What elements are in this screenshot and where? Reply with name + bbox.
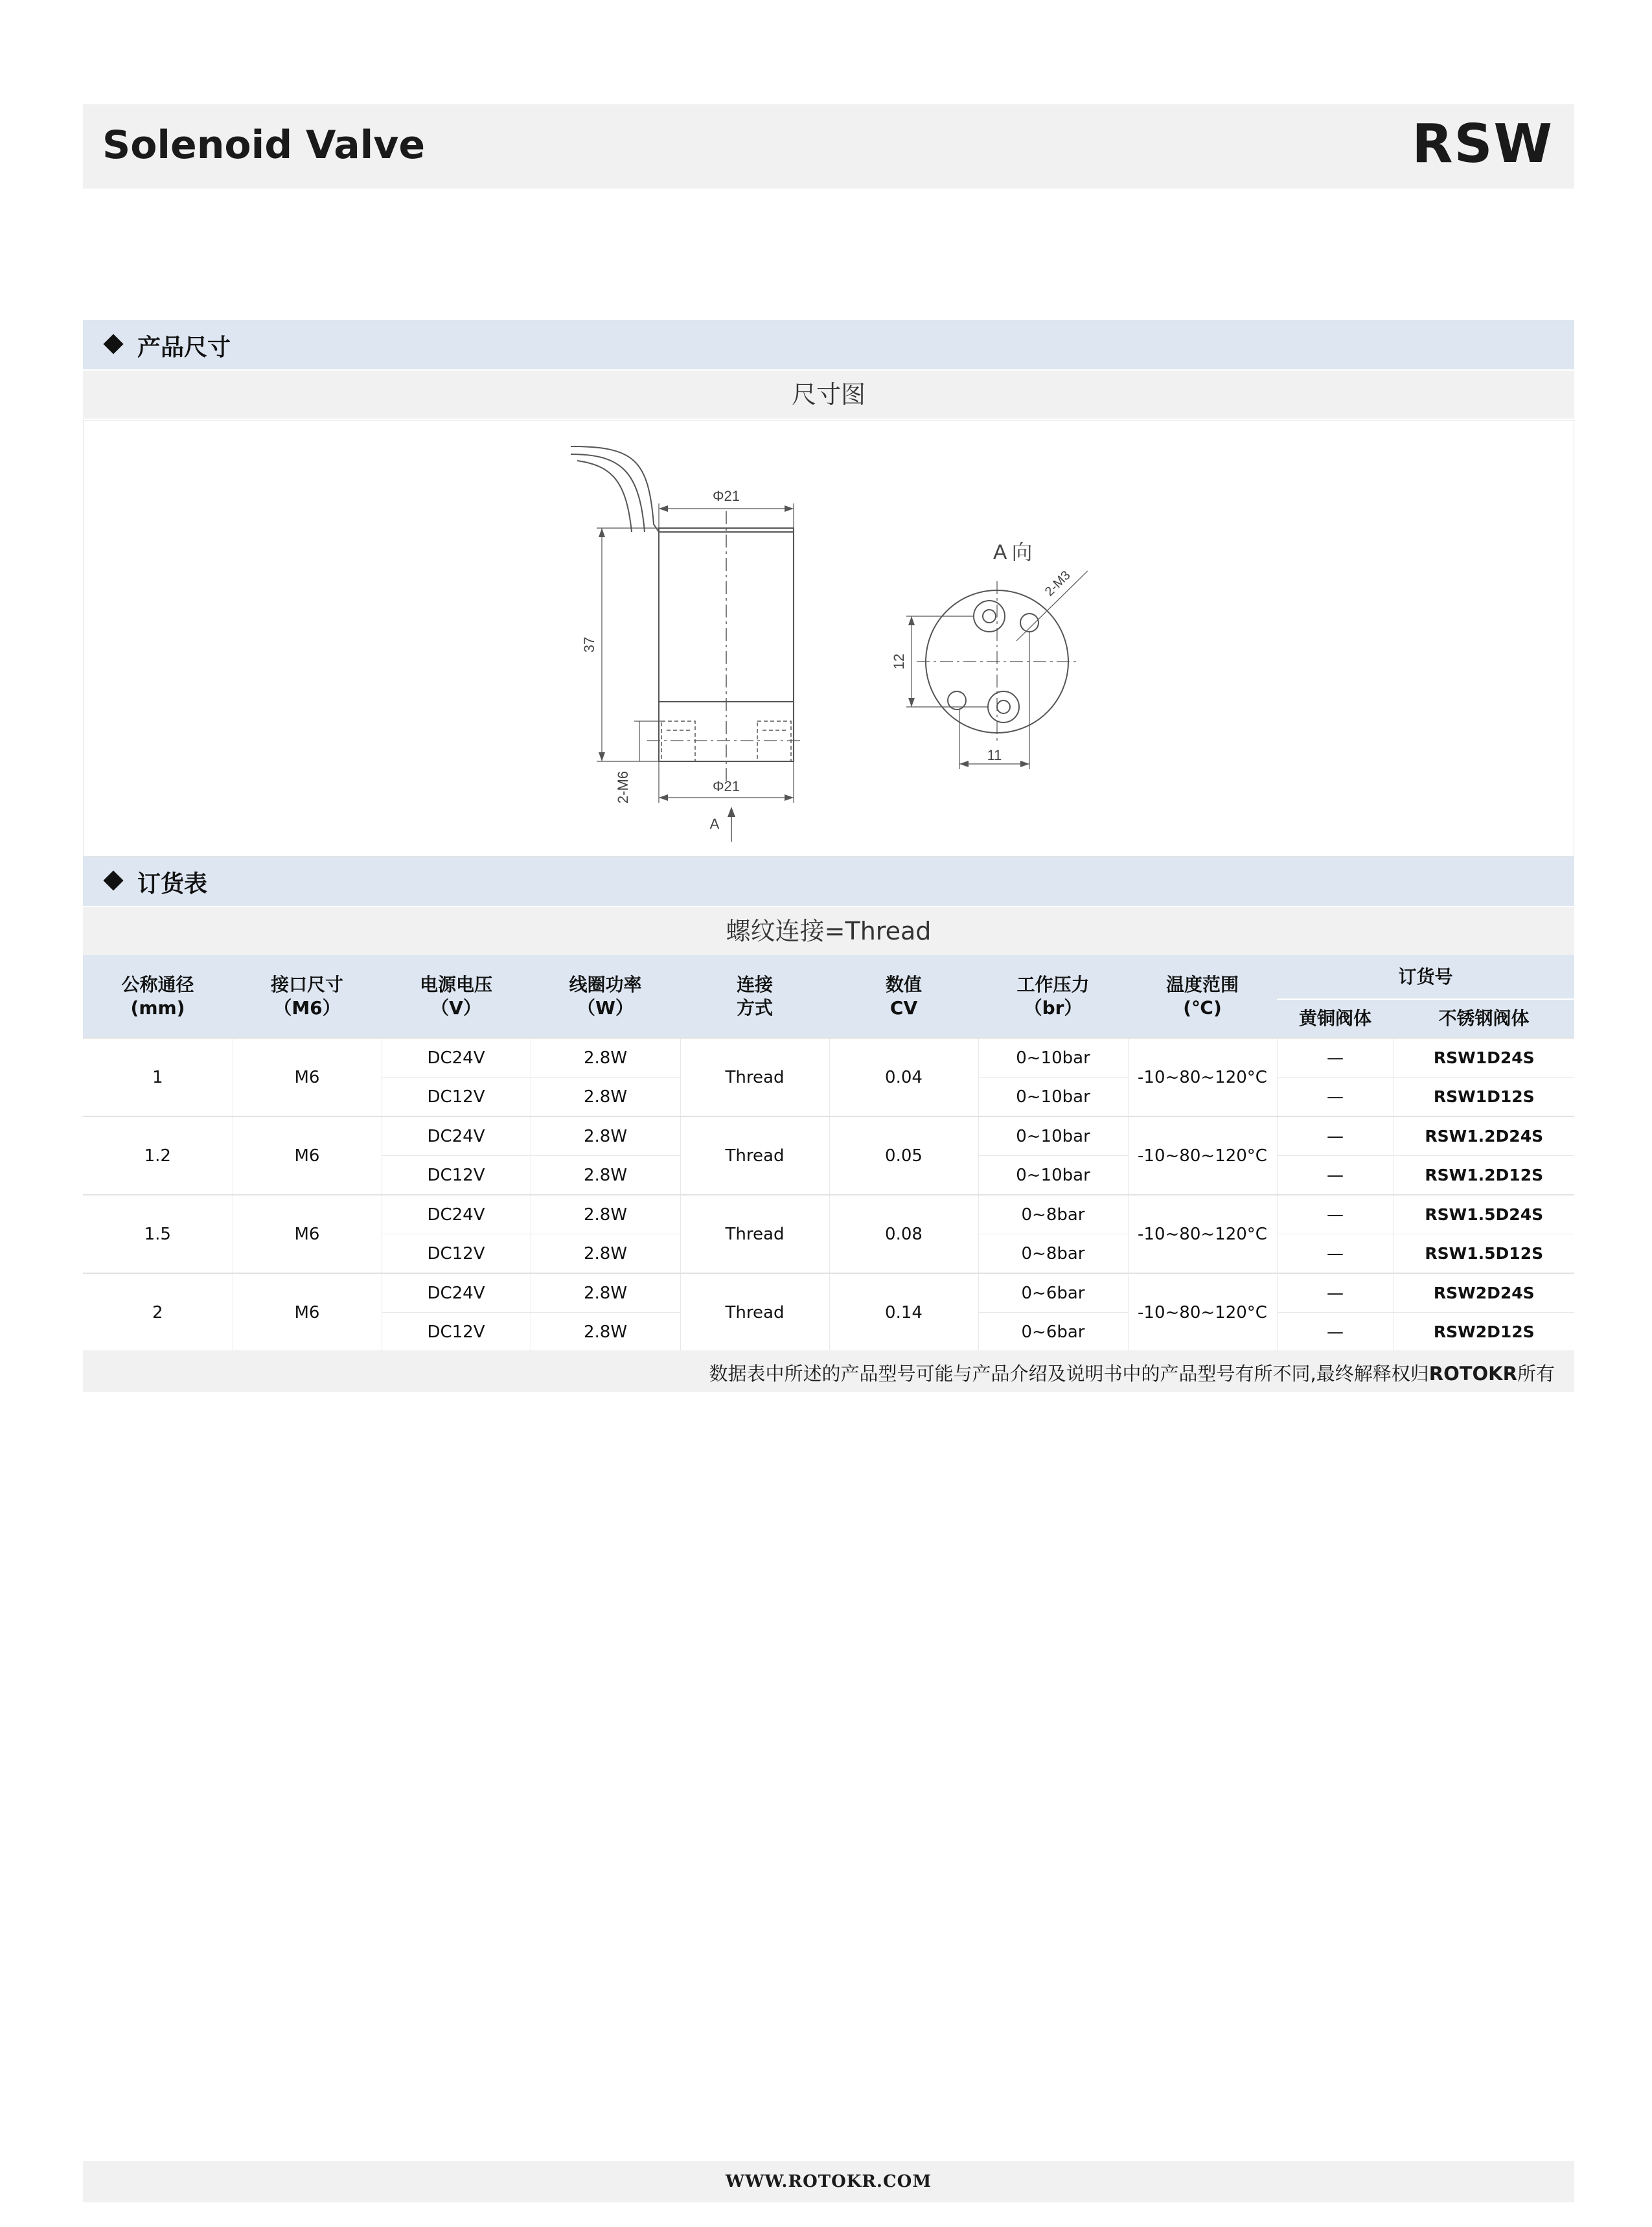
view-a-label: A 向 (993, 540, 1033, 564)
view-arrow-label: A (709, 816, 720, 832)
section-order-bar (83, 857, 1574, 906)
section-dimensions-bar (83, 320, 1574, 369)
table-row: DC12V 2.8W 0~10bar — RSW1.2D12S (83, 1156, 1574, 1195)
footer-website (83, 2161, 1574, 2202)
header-brass: 黄铜阀体 (1277, 999, 1394, 1038)
dim-bottom-label: Φ21 (712, 778, 740, 794)
page-header (83, 104, 1574, 189)
dim-height-label: 37 (581, 636, 597, 653)
model-number: RSW1.2D12S (1425, 1166, 1544, 1184)
disclaimer-text: 数据表中所述的产品型号可能与产品介绍及说明书中的产品型号有所不同,最终解释权归 (709, 1363, 1429, 1385)
table-row: 1.2 M6 DC24V 2.8W Thread 0.05 0~10bar -10~80~120°C — RSW1.2D24S (83, 1116, 1574, 1156)
header-voltage: 电源电压 （V） (382, 955, 531, 1038)
model-number: RSW1.2D24S (1394, 1116, 1574, 1156)
page-title: Solenoid Valve (102, 122, 426, 168)
diamond-bullet-icon (103, 870, 123, 890)
section-dimensions-label: 产品尺寸 (137, 334, 231, 361)
dim-top-label: Φ21 (712, 488, 740, 504)
table-row: DC12V 2.8W 0~6bar — RSW2D12S (83, 1313, 1574, 1352)
dim-thread-label: 2-M6 (615, 770, 631, 804)
model-number: RSW2D12S (1433, 1322, 1535, 1341)
website-url: WWW.ROTOKR.COM (725, 2172, 932, 2191)
model-number: RSW1D24S (1394, 1038, 1574, 1078)
disclaimer-note (83, 1350, 1574, 1392)
dim-h-label: 11 (987, 747, 1002, 763)
header-bore: 公称通径 (mm) (83, 955, 233, 1038)
table-row: 1.5 M6 DC24V 2.8W Thread 0.08 0~8bar -10~80~120°C — RSW1.5D24S (83, 1195, 1574, 1234)
order-table-subtitle: 螺纹连接=Thread (83, 907, 1574, 955)
header-power: 线圈功率 （W） (531, 955, 680, 1038)
model-number: RSW1.5D24S (1394, 1195, 1574, 1234)
header-cv: 数值 CV (829, 955, 978, 1038)
header-stainless: 不锈钢阀体 (1394, 999, 1574, 1038)
table-row: 2 M6 DC24V 2.8W Thread 0.14 0~6bar -10~80~120°C — RSW2D24S (83, 1273, 1574, 1313)
model-number: RSW2D24S (1394, 1273, 1574, 1313)
header-order-number: 订货号 (1277, 955, 1574, 999)
dim-v-label: 12 (891, 653, 907, 670)
table-row: 1 M6 DC24V 2.8W Thread 0.04 0~10bar -10~80~120°C — RSW1D24S (83, 1038, 1574, 1078)
dimension-drawing (83, 420, 1574, 857)
brand-logo: RSW (1412, 113, 1554, 175)
header-pressure: 工作压力 （br） (978, 955, 1128, 1038)
header-connection: 连接 方式 (680, 955, 829, 1038)
disclaimer-brand: ROTOKR (1428, 1363, 1517, 1385)
table-row: DC12V 2.8W 0~8bar — RSW1.5D12S (83, 1234, 1574, 1274)
dim-screw-label: 2-M3 (1042, 568, 1073, 599)
model-number: RSW1D12S (1433, 1087, 1535, 1106)
model-number: RSW1.5D12S (1425, 1244, 1544, 1263)
header-port: 接口尺寸 （M6） (233, 955, 382, 1038)
dimension-drawing-svg (84, 421, 1574, 856)
header-temperature: 温度范围 (℃) (1128, 955, 1277, 1038)
order-table (83, 955, 1574, 1351)
table-row: DC12V 2.8W 0~10bar — RSW1D12S (83, 1078, 1574, 1117)
section-order-label: 订货表 (137, 871, 208, 897)
disclaimer-suffix: 所有 (1517, 1363, 1555, 1385)
diamond-bullet-icon (103, 334, 123, 354)
dimension-drawing-subtitle: 尺寸图 (83, 371, 1574, 419)
